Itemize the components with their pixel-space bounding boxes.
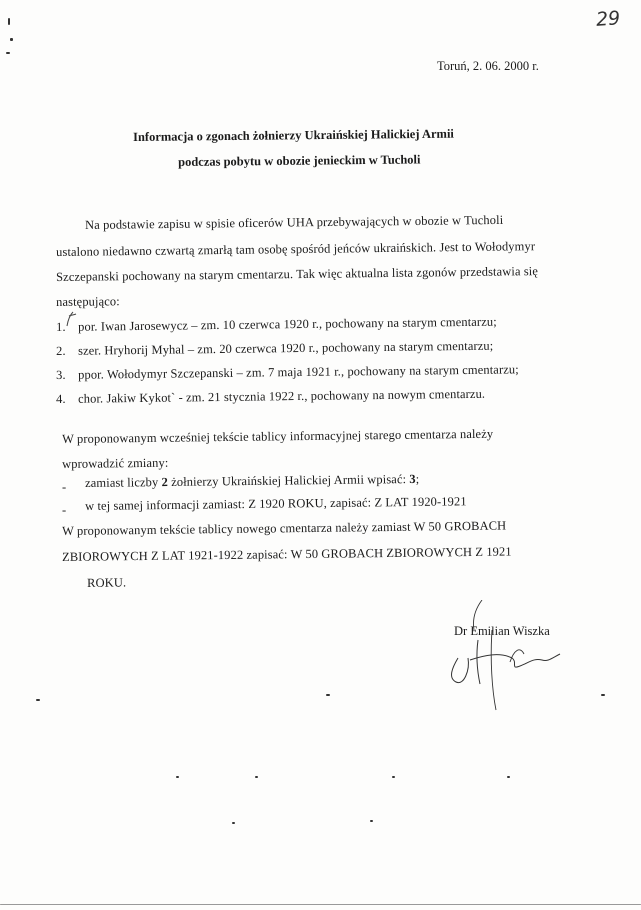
scan-speck (232, 822, 235, 824)
scan-edge-line (0, 904, 641, 905)
bullet-text: ; (415, 471, 420, 486)
scan-speck (8, 18, 10, 25)
new-cemetery-line-3: ROKU. (87, 575, 127, 590)
title-line-1: Informacja o zgonach żołnierzy Ukraińskiej Halickiej Armii (133, 126, 454, 144)
list-text: por. Iwan Jarosewycz – zm. 10 czerwca 1920 r., pochowany na starym cmentarzu; (77, 314, 497, 334)
changes-intro-line-1: W proponowanym wcześniej tekście tablicy informacyjnej starego cmentarza należy (62, 426, 494, 446)
list-item (56, 315, 497, 335)
list-number: 4. (56, 391, 66, 406)
scan-speck (255, 776, 258, 778)
list-number: 1. (56, 319, 66, 334)
intro-line-3: Szczepanski pochowany na starym cmentarzu. Tak więc aktualna lista zgonów przedstawia się (56, 264, 539, 284)
scan-speck (176, 776, 179, 778)
bullet-text: zamiast liczby (85, 475, 162, 490)
scan-speck (507, 776, 510, 778)
scan-speck (370, 820, 373, 822)
place-date: Toruń, 2. 06. 2000 r. (437, 59, 539, 73)
new-cemetery-line-1: W proponowanym tekście tablicy nowego cmentarza należy zamiast W 50 GROBACH (62, 518, 507, 538)
scan-speck (326, 694, 330, 696)
signatory-name: Dr Emilian Wiszka (454, 624, 550, 638)
bullet-dash: - (62, 503, 67, 517)
intro-line-2: ustalono niedawno czwartą zmarłą tam osobę spośród jeńców ukraińskich. Jest to Wołodymyr (56, 239, 536, 259)
list-item (56, 339, 493, 359)
list-number: 2. (56, 343, 66, 358)
page-number: 29 (595, 7, 621, 31)
list-item (56, 362, 519, 383)
scan-speck (36, 699, 40, 701)
scan-speck (392, 776, 395, 778)
list-item (56, 387, 485, 407)
changes-intro-line-2: wprowadzić zmiany: (62, 455, 169, 471)
scan-speck (10, 38, 13, 41)
list-text: szer. Hryhorij Myhal – zm. 20 czerwca 1920 r., pochowany na starym cmentarzu; (77, 338, 494, 358)
scan-speck (6, 52, 10, 54)
list-text: ppor. Wołodymyr Szczepanski – zm. 7 maja 1921 r., pochowany na starym cmentarzu; (77, 362, 519, 382)
scan-speck (601, 694, 605, 696)
change-bullet-2: w tej samej informacji zamiast: Z 1920 ROKU, zapisać: Z LAT 1920-1921 (85, 494, 467, 513)
intro-line-4: następująco: (56, 294, 120, 309)
list-text: chor. Jakiw Kykot` - zm. 21 stycznia 1922 r., pochowany na nowym cmentarzu. (77, 386, 486, 406)
change-bullet-1 (85, 472, 419, 491)
intro-line-1: Na podstawie zapisu w spisie oficerów UHA przebywających w obozie w Tucholi (85, 212, 504, 232)
bullet-text: żołnierzy Ukraińskiej Halickiej Armii wpisać: (167, 472, 410, 489)
bullet-dash: - (62, 480, 67, 494)
title-line-2: podczas pobytu w obozie jenieckim w Tucholi (178, 152, 421, 169)
handwritten-signature-icon (430, 600, 580, 720)
check-mark-icon (64, 310, 78, 332)
list-number: 3. (56, 367, 66, 382)
bullet-bold-number: 2 (161, 474, 169, 490)
bullet-bold-number: 3 (409, 471, 416, 487)
new-cemetery-line-2: ZBIOROWYCH Z LAT 1921-1922 zapisać: W 50 GROBACH ZBIOROWYCH Z 1921 (62, 544, 512, 564)
